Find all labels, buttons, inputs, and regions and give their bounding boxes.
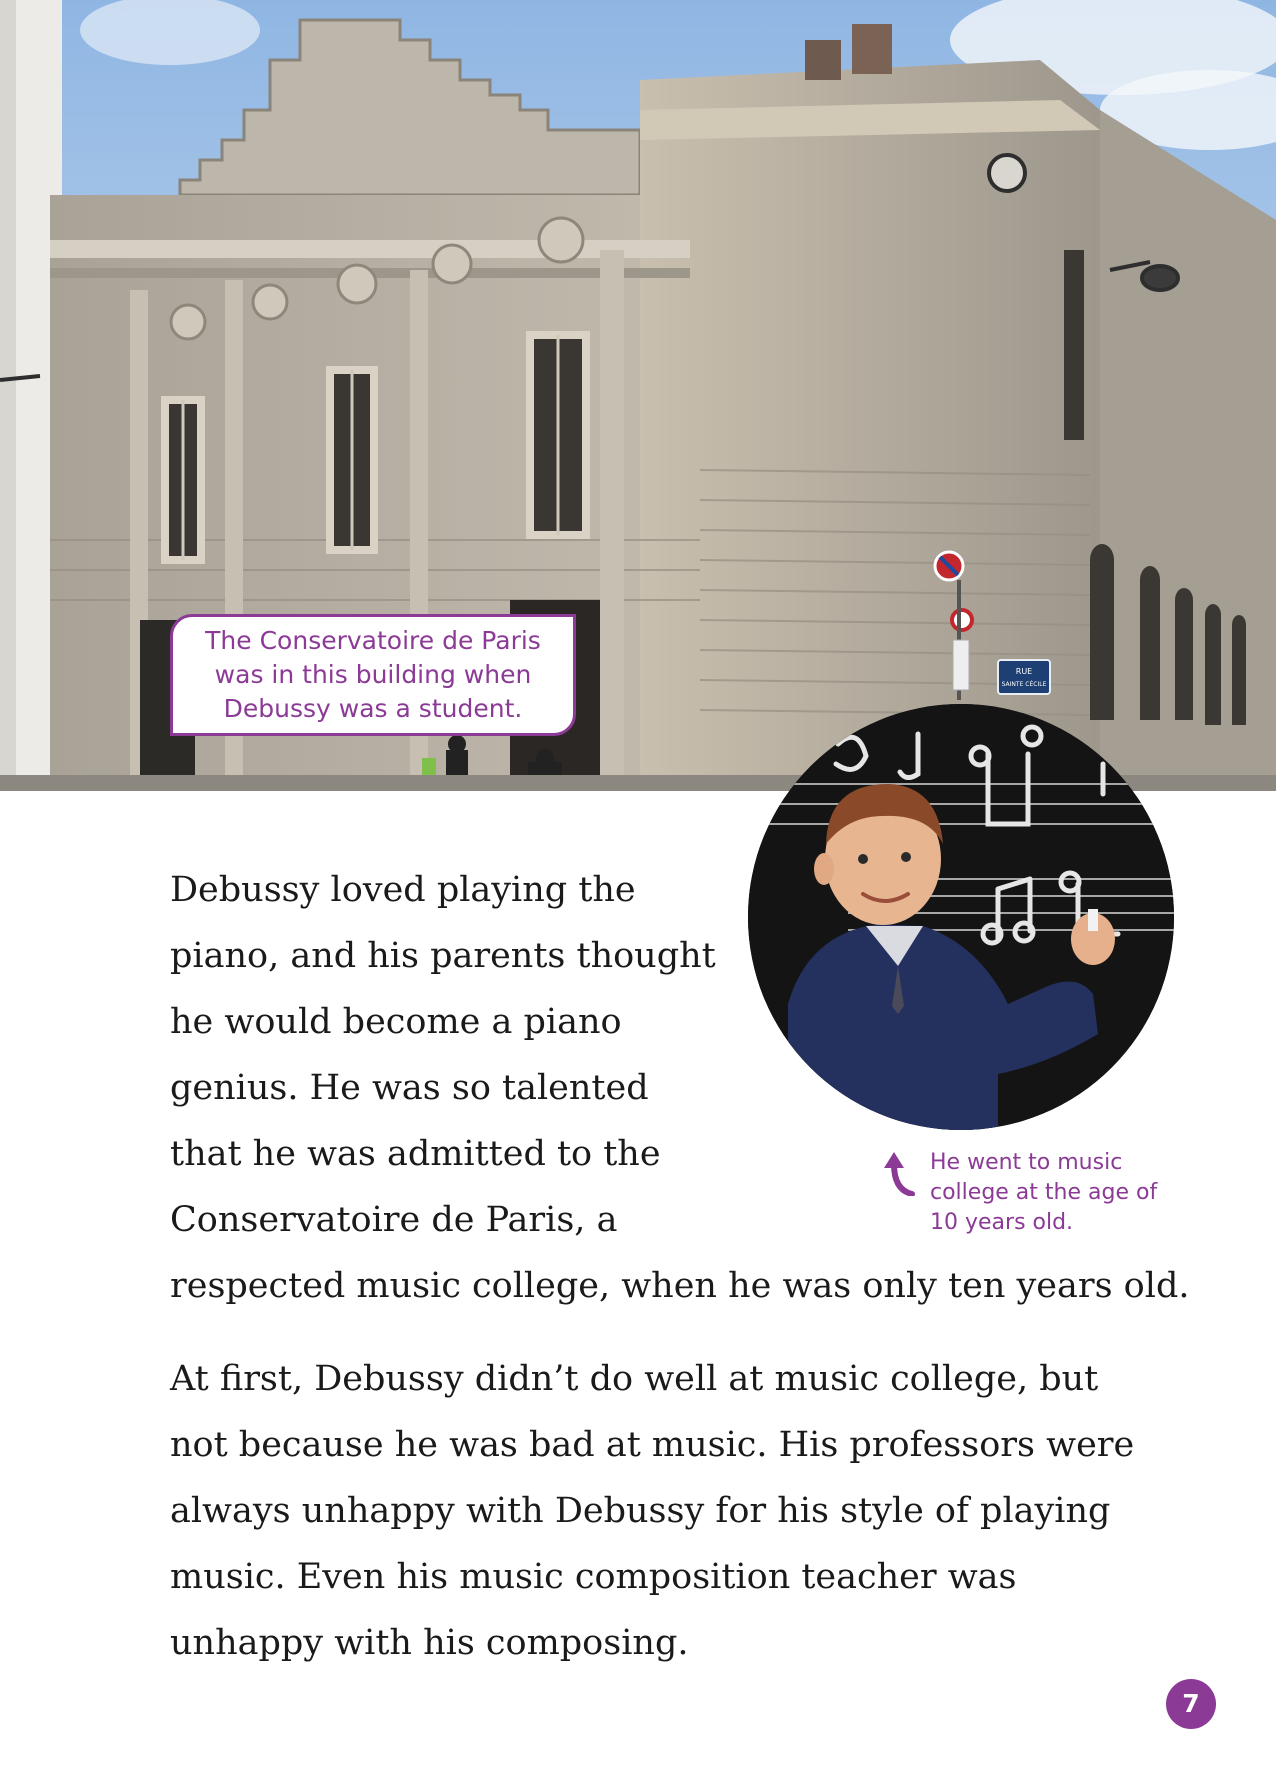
photo-caption (170, 614, 576, 736)
paragraph-line: not because he was bad at music. His professors were (170, 1425, 1135, 1465)
paragraph-line: he would become a piano (170, 1002, 622, 1042)
paragraph-line: music. Even his music composition teacher was (170, 1557, 1017, 1597)
street-sign-line2: SAINTE CÉCILE (1001, 681, 1047, 688)
paragraph-line: that he was admitted to the (170, 1134, 661, 1174)
paragraph-2 (170, 1346, 1134, 1676)
side-caption-line: 10 years old. (930, 1210, 1074, 1235)
paragraph-line: genius. He was so talented (170, 1068, 649, 1108)
street-sign (998, 660, 1050, 694)
paragraph-line: Debussy loved playing the (170, 870, 636, 910)
side-caption-line: college at the age of (930, 1180, 1158, 1205)
side-caption-line: He went to music (930, 1150, 1123, 1175)
paragraph-line: unhappy with his composing. (170, 1623, 689, 1663)
photo-caption-line: Debussy was a student. (223, 694, 523, 723)
paragraph-line: At first, Debussy didn’t do well at music college, but (170, 1359, 1099, 1399)
paragraph-line: respected music college, when he was only ten years old. (170, 1266, 1190, 1306)
paragraph-line: always unhappy with Debussy for his style of playing (170, 1491, 1111, 1531)
street-sign-line1: RUE (1015, 667, 1033, 676)
page-number-badge: 7 (1166, 1679, 1216, 1729)
photo-caption-line: The Conservatoire de Paris (205, 626, 541, 655)
paragraph-1 (170, 857, 1189, 1319)
photo-caption-line: was in this building when (214, 660, 532, 689)
paragraph-line: piano, and his parents thought (170, 936, 716, 976)
paragraph-line: Conservatoire de Paris, a (170, 1200, 618, 1240)
